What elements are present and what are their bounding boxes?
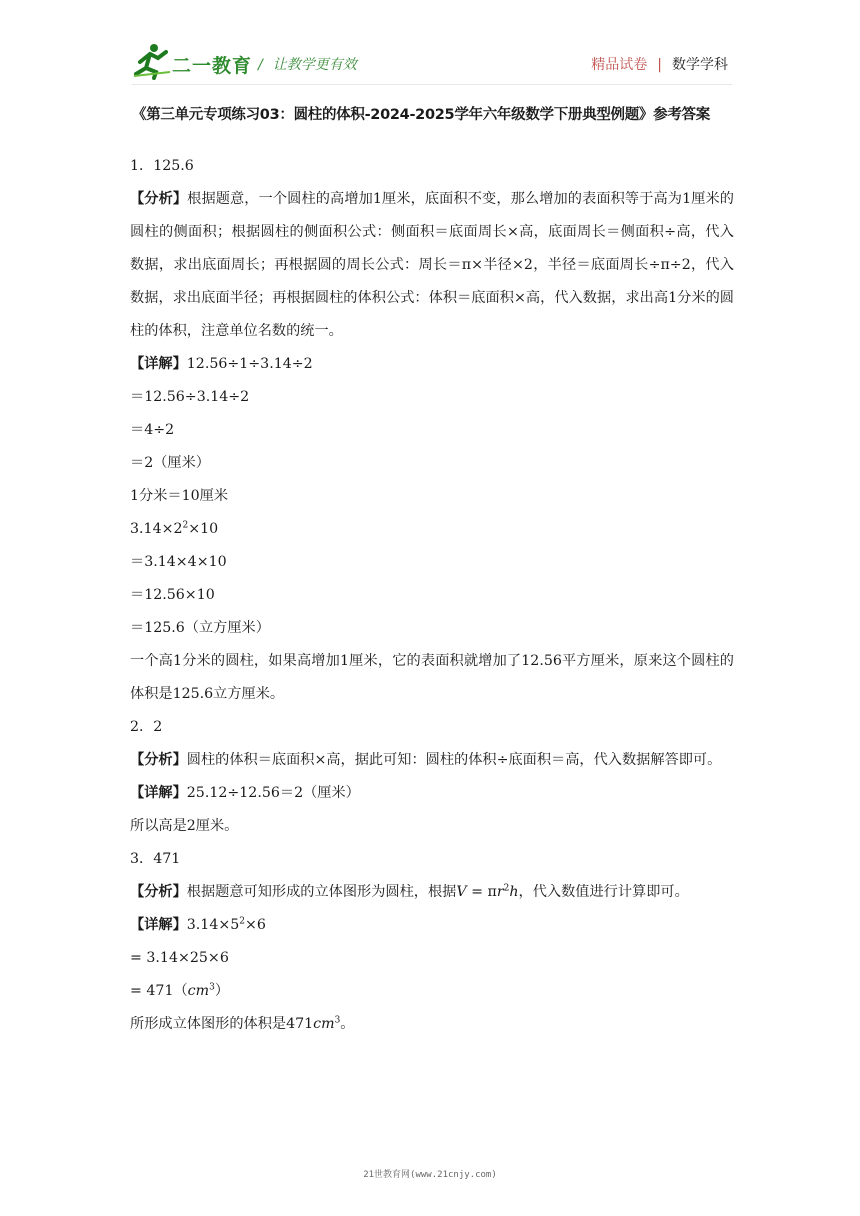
calc-line <box>130 513 734 546</box>
detail-tag: 【详解】 <box>130 785 187 801</box>
calc-part: ） <box>214 983 230 999</box>
exponent: 2 <box>182 520 189 531</box>
q2-conclusion: 所以高是2厘米。 <box>130 818 239 834</box>
analysis-tag: 【分析】 <box>130 752 187 768</box>
calc-line: ＝12.56÷3.14÷2 <box>130 389 250 405</box>
analysis-text: ，代入数值进行计算即可。 <box>518 884 689 900</box>
page-footer: 21世教育网(www.21cnjy.com) <box>363 1170 497 1180</box>
calc-part: ×6 <box>245 917 266 933</box>
formula-part: r <box>496 884 504 900</box>
calc-line: 12.56÷1÷3.14÷2 <box>186 356 313 372</box>
formula-part: V <box>456 884 467 900</box>
exponent: 3 <box>334 1015 341 1026</box>
detail-tag: 【详解】 <box>130 356 187 372</box>
calc-part: ×10 <box>188 521 219 537</box>
header-divider <box>132 84 732 85</box>
subject-label: 数学学科 <box>672 57 728 73</box>
q3-number: 3．471 <box>130 851 181 867</box>
calc-line: ＝2（厘米） <box>130 455 210 471</box>
analysis-text: 根据题意，一个圆柱的高增加1厘米，底面积不变，那么增加的表面积等于高为1厘米的圆柱的侧面积；根据圆柱的侧面积公式：侧面积＝底面周长×高，底面周长＝侧面积÷高，代入数据，求出底面周长；再根据圆的周长公式：周长＝π×半径×2，半径＝底面周长÷π÷2，代入数据，求出底面半径；再根据圆柱的体积公式：体积＝底面积×高，代入数据，求出高1分米的圆柱的体积，注意单位名数的统一。 <box>130 191 734 339</box>
q1-detail-line <box>130 348 734 381</box>
calc-line: = 3.14×25×6 <box>130 950 229 966</box>
q3-analysis <box>130 876 734 909</box>
q2-analysis <box>130 744 734 777</box>
calc-line: ＝3.14×4×10 <box>130 554 227 570</box>
unit: cm <box>313 1016 335 1032</box>
conclusion-text: 。 <box>340 1016 355 1032</box>
logo <box>132 42 252 82</box>
exponent: 3 <box>209 982 215 993</box>
exponent: 2 <box>503 883 510 894</box>
slogan: / 让教学更有效 <box>258 57 357 73</box>
calc-line: ＝4÷2 <box>130 422 175 438</box>
detail-tag: 【详解】 <box>130 917 187 933</box>
quality-tag: 精品试卷 <box>591 57 648 73</box>
calc-part: 3.14×2 <box>130 521 183 537</box>
q1-analysis <box>130 183 734 348</box>
calc-line <box>130 975 734 1008</box>
analysis-text: 根据题意可知形成的立体图形为圆柱，根据 <box>186 884 457 900</box>
calc-part: = 471（ <box>130 983 188 999</box>
calc-line: 25.12÷12.56＝2（厘米） <box>186 785 360 801</box>
q3-detail-line <box>130 909 734 942</box>
conclusion-text: 所形成立体图形的体积是471 <box>130 1016 314 1032</box>
q2-detail-line <box>130 777 734 810</box>
formula-part: h <box>509 884 519 900</box>
document-title: 《第三单元专项练习03：圆柱的体积-2024-2025学年六年级数学下册典型例题》参考答案 <box>132 107 710 123</box>
calc-line: ＝12.56×10 <box>130 587 215 603</box>
formula-part: = π <box>466 884 497 900</box>
slogan-text: 让教学更有效 <box>272 57 357 73</box>
q3-conclusion <box>130 1008 734 1041</box>
page-header <box>132 42 732 86</box>
exponent: 2 <box>239 916 246 927</box>
calc-part: 3.14×5 <box>186 917 240 933</box>
calc-line: ＝125.6（立方厘米） <box>130 620 270 636</box>
q1-number: 1．125.6 <box>130 158 194 174</box>
unit-conversion: 1分米＝10厘米 <box>130 488 229 504</box>
logo-text: 二一教育 <box>172 55 253 77</box>
analysis-tag: 【分析】 <box>130 191 188 207</box>
runner-logo-icon <box>132 42 172 80</box>
analysis-tag: 【分析】 <box>130 884 187 900</box>
header-separator: | <box>657 57 662 73</box>
q2-number: 2．2 <box>130 719 163 735</box>
answer-content <box>130 150 734 1041</box>
q1-conclusion: 一个高1分米的圆柱，如果高增加1厘米，它的表面积就增加了12.56平方厘米，原来这个圆柱的体积是125.6立方厘米。 <box>130 653 734 702</box>
unit: cm <box>187 983 210 999</box>
analysis-text: 圆柱的体积＝底面积×高，据此可知：圆柱的体积÷底面积＝高，代入数据解答即可。 <box>186 752 722 768</box>
header-right <box>591 54 728 74</box>
